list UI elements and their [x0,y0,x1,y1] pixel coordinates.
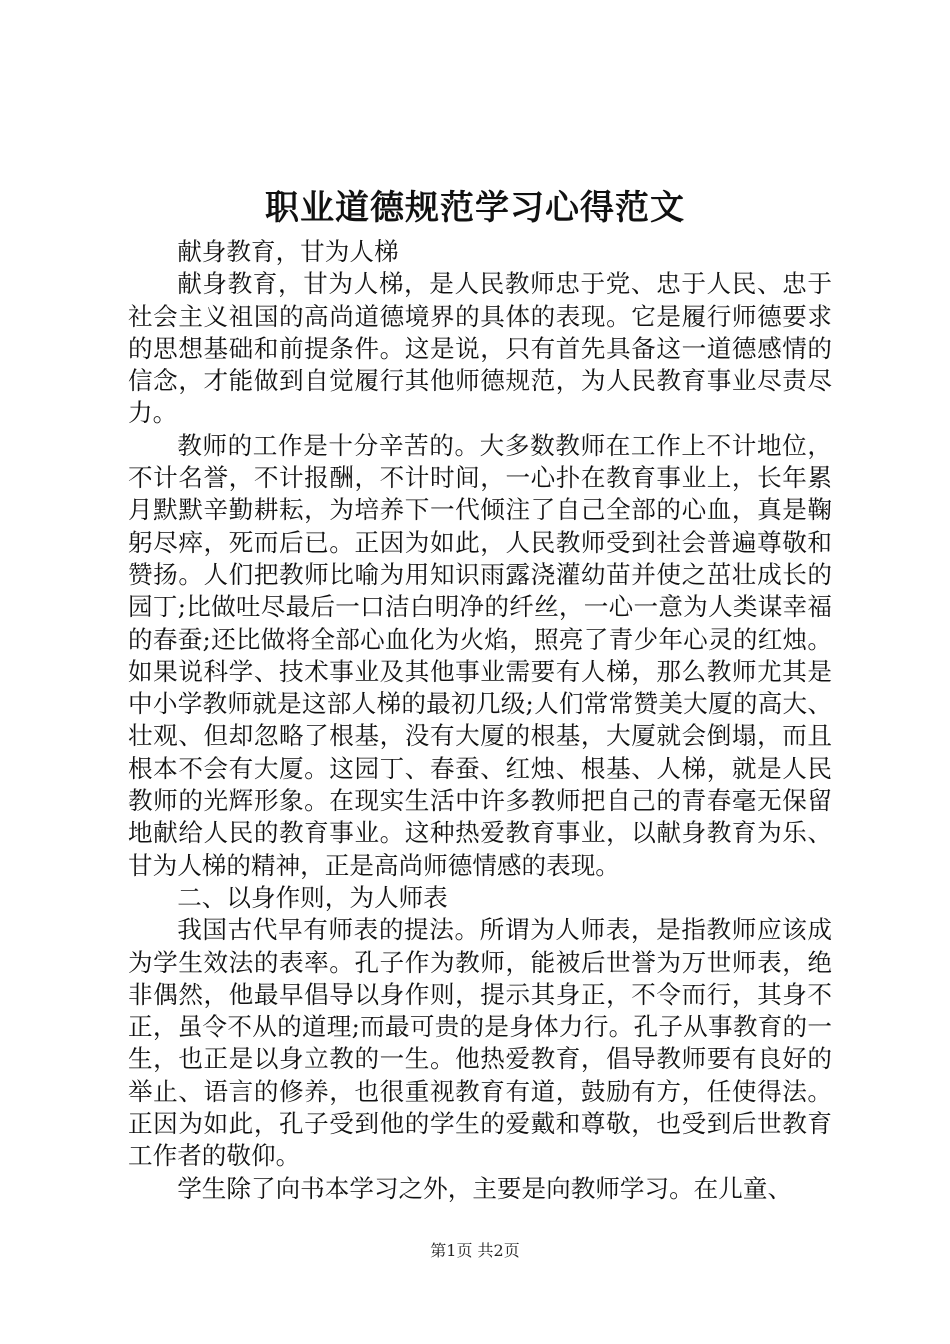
paragraph: 学生除了向书本学习之外，主要是向教师学习。在儿童、 [177,1173,793,1203]
paragraph-heading-dedication: 献身教育，甘为人梯 [177,237,399,266]
document-title: 职业道德规范学习心得范文 [265,188,685,228]
paragraph: 教师的工作是十分辛苦的。大多数教师在工作上不计地位，不计名誉，不计报酬，不计时间，一心扑在教育事业上，长年累月默默辛勤耕耘，为培养下一代倾注了自己全部的心血，真是鞠躬尽瘁，死而后已。正因为如此，人民教师受到社会普遍尊敬和赞扬。人们把教师比喻为用知识雨露浇灌幼苗并使之茁壮成长的园丁;比做吐尽最后一口洁白明净的纤丝，一心一意为人类谋幸福的春蚕;还比做将全部心血化为火焰，照亮了青少年心灵的红烛。如果说科学、技术事业及其他事业需要有人梯，那么教师尤其是中小学教师就是这部人梯的最初几级;人们常常赞美大厦的高大、壮观、但却忽略了根基，没有大厦的根基，大厦就会倒塌，而且根本不会有大厦。这园丁、春蚕、红烛、根基、人梯，就是人民教师的光辉形象。在现实生活中许多教师把自己的青春毫无保留地献给人民的教育事业。这种热爱教育事业，以献身教育为乐、甘为人梯的精神，正是高尚师德情感的表现。 [128,430,832,880]
page-number-footer: 第1页 共2页 [430,1241,520,1260]
paragraph-heading-role-model: 二、以身作则，为人师表 [177,882,448,912]
document-body [128,236,832,1205]
paragraph: 我国古代早有师表的提法。所谓为人师表，是指教师应该成为学生效法的表率。孔子作为教师，能被后世誉为万世师表，绝非偶然，他最早倡导以身作则，提示其身正，不令而行，其身不正，虽令不从的道理;而最可贵的是身体力行。孔子从事教育的一生，也正是以身立教的一生。他热爱教育，倡导教师要有良好的举止、语言的修养，也很重视教育有道，鼓励有方，任使得法。正因为如此，孔子受到他的学生的爱戴和尊敬，也受到后世教育工作者的敬仰。 [128,915,832,1171]
paragraph: 献身教育，甘为人梯，是人民教师忠于党、忠于人民、忠于社会主义祖国的高尚道德境界的具体的表现。它是履行师德要求的思想基础和前提条件。这是说，只有首先具备这一道德感情的信念，才能做到自觉履行其他师德规范，为人民教育事业尽责尽力。 [128,269,832,428]
